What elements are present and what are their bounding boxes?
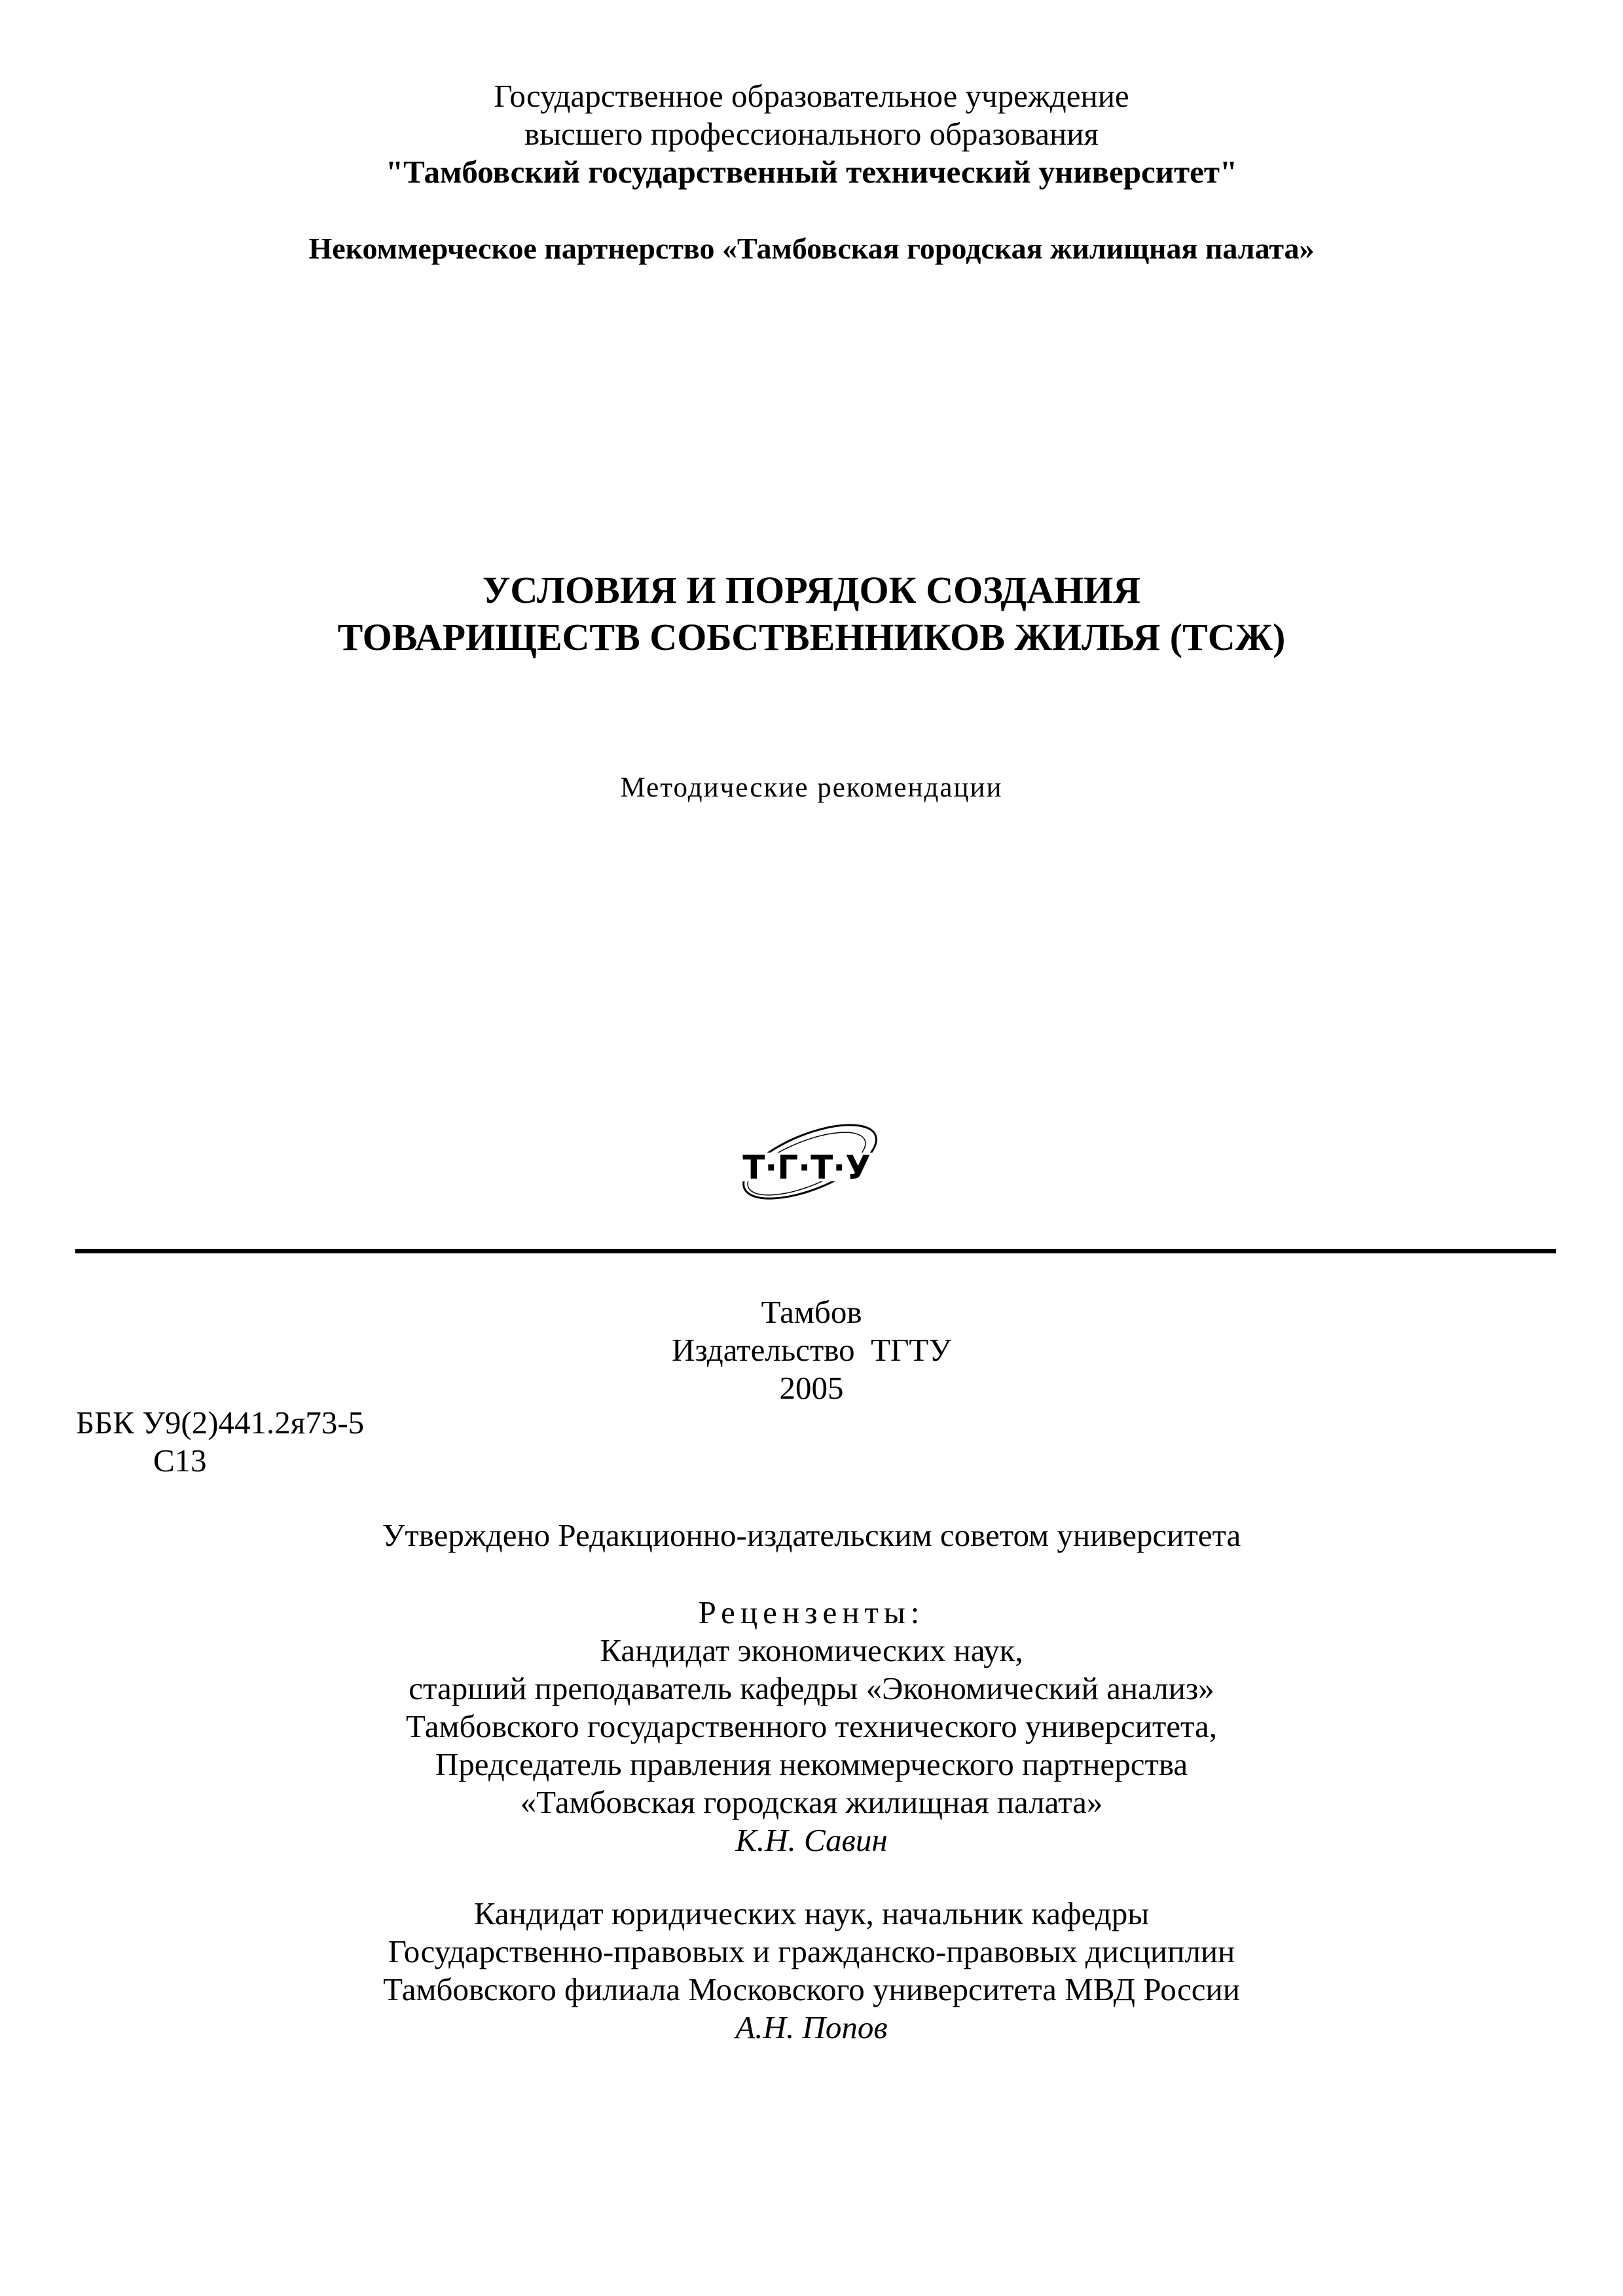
reviewers-section [0,1594,1623,1859]
imprint-city: Тамбов [761,1294,862,1330]
partnership-name: Некоммерческое партнерство «Тамбовская городская жилищная палата» [308,232,1315,265]
reviewer2-line-2: Государственно-правовых и гражданско-правовых дисциплин [388,1933,1235,1969]
imprint-publisher: Издательство ТГТУ [671,1332,952,1368]
institution-line-1: Государственное образовательное учреждение [494,78,1129,114]
reviewer1-line-2: старший преподаватель кафедры «Экономический анализ» [409,1670,1214,1706]
tgtu-logo-icon [708,1102,905,1219]
reviewer1-line-5: «Тамбовская городская жилищная палата» [520,1784,1103,1820]
reviewers-heading: Рецензенты: [698,1594,925,1630]
imprint [0,1293,1623,1407]
university-name: "Тамбовский государственный технический университет" [385,154,1238,190]
divider [75,1249,1556,1253]
reviewer2-line-1: Кандидат юридических наук, начальник кафедры [473,1895,1150,1931]
document-subtitle: Методические рекомендации [620,772,1003,803]
approval-note: Утверждено Редакционно-издательским советом университета [382,1517,1241,1553]
institution-line-2: высшего профессионального образования [524,116,1099,152]
reviewer1-line-3: Тамбовского государственного технического университета, [405,1708,1218,1744]
classification [76,1404,364,1480]
bbk-code: ББК У9(2)441.2я73-5 [76,1405,365,1441]
reviewer2-name: А.Н. Попов [735,2009,888,2045]
reviewer1-line-4: Председатель правления некоммерческого партнерства [435,1746,1188,1782]
reviewer2-section [0,1895,1623,2047]
document-title [0,567,1623,661]
institution-header [0,77,1623,191]
title-line-2: ТОВАРИЩЕСТВ СОБСТВЕННИКОВ ЖИЛЬЯ (ТСЖ) [337,616,1286,658]
reviewer1-line-1: Кандидат экономических наук, [600,1632,1023,1668]
author-mark: С13 [153,1443,207,1479]
title-line-1: УСЛОВИЯ И ПОРЯДОК СОЗДАНИЯ [482,569,1141,611]
logo-text: Т·Г·Т·У [742,1149,871,1187]
imprint-year: 2005 [779,1370,844,1406]
reviewer2-line-3: Тамбовского филиала Московского университета МВД России [383,1971,1240,2007]
reviewer1-name: К.Н. Савин [735,1822,888,1858]
